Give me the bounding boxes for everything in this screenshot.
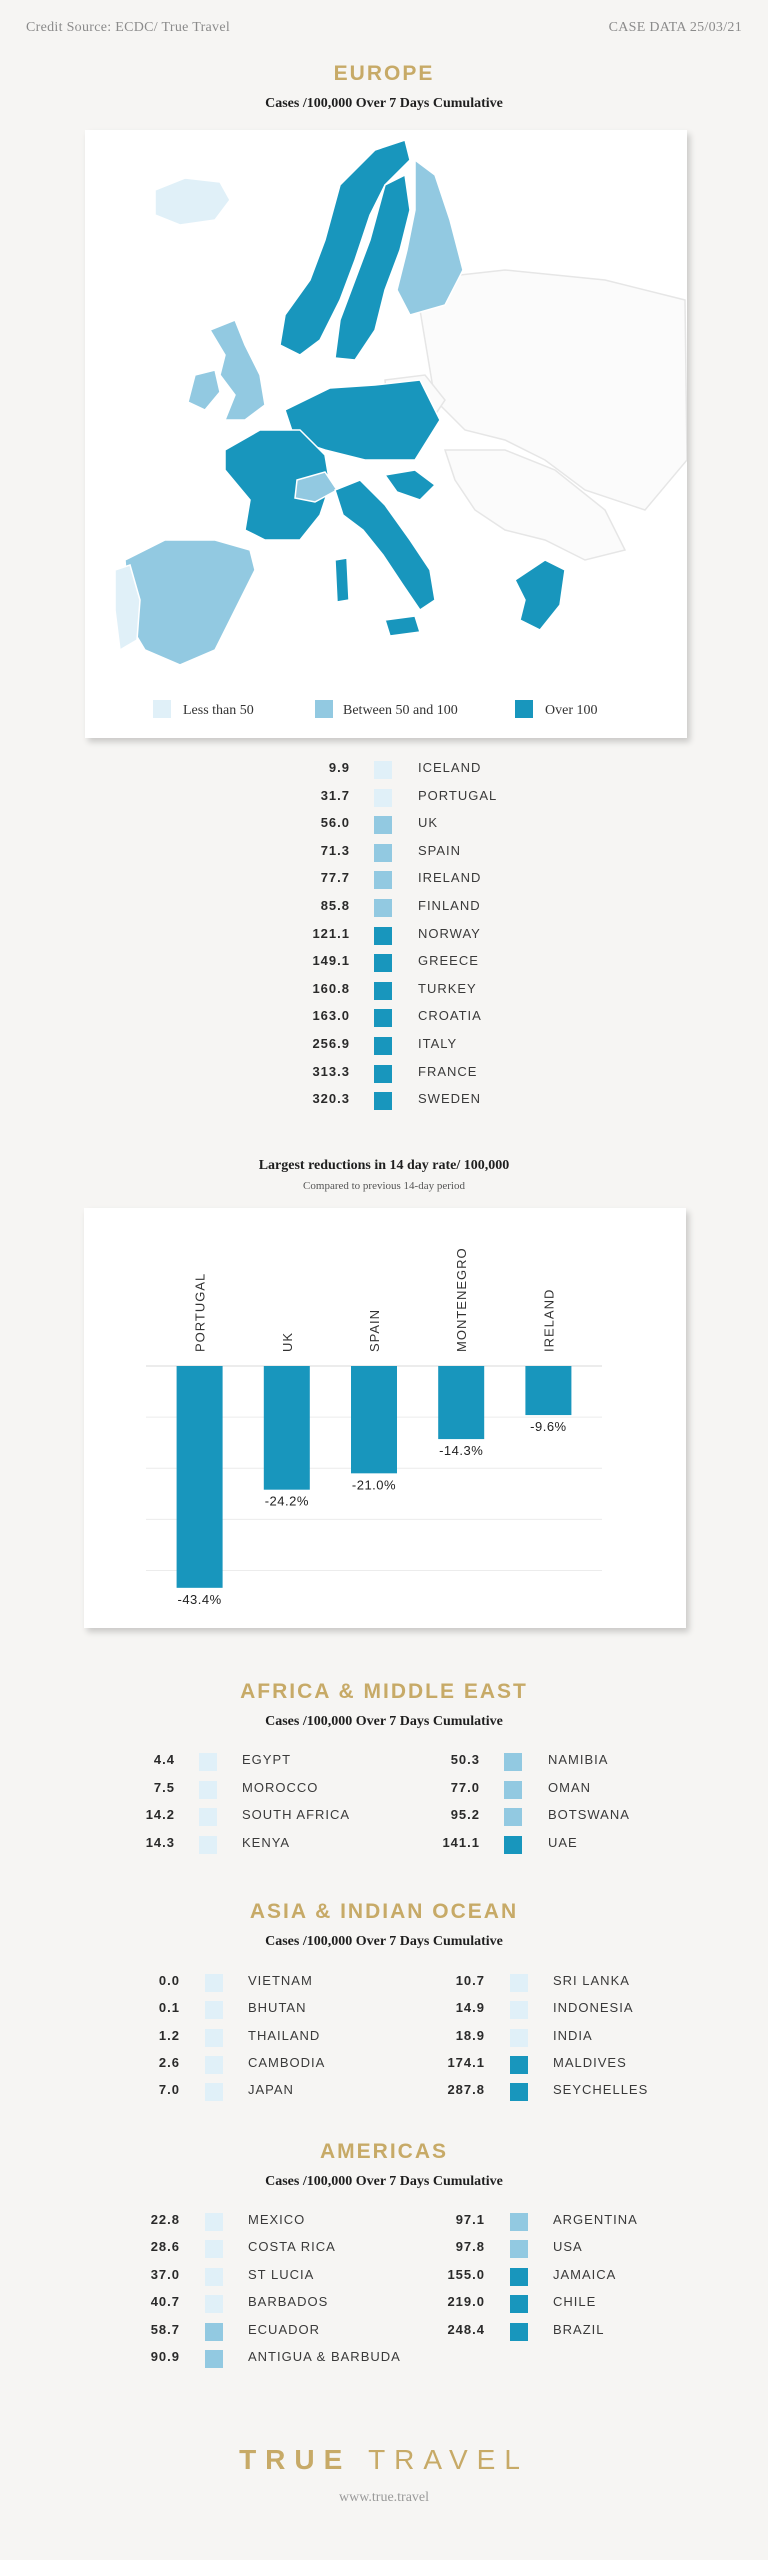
level-swatch — [374, 899, 392, 917]
sardinia-shape — [335, 558, 349, 602]
country-name: UK — [418, 815, 439, 831]
country-name: SRI LANKA — [553, 1973, 630, 1988]
country-row — [0, 953, 768, 975]
level-swatch — [374, 816, 392, 834]
level-swatch — [504, 1753, 522, 1771]
country-value: 163.0 — [312, 1008, 350, 1024]
legend-swatch-mid — [315, 700, 333, 718]
level-swatch — [374, 1065, 392, 1083]
bar-value-label: -9.6% — [530, 1419, 567, 1435]
sicily-shape — [385, 616, 420, 636]
level-swatch — [510, 2240, 528, 2258]
country-row — [0, 788, 768, 810]
americas-subtitle: Cases /100,000 Over 7 Days Cumulative — [265, 2174, 503, 2189]
country-row — [0, 2267, 768, 2289]
country-value: 40.7 — [150, 2294, 180, 2310]
level-swatch — [510, 2083, 528, 2101]
europe-map — [85, 130, 687, 738]
country-value: 174.1 — [447, 2054, 485, 2070]
level-swatch — [510, 2001, 528, 2019]
country-name: MOROCCO — [242, 1779, 319, 1795]
asia-subtitle: Cases /100,000 Over 7 Days Cumulative — [265, 1934, 503, 1949]
country-row — [0, 1036, 768, 1058]
country-row — [0, 2322, 768, 2344]
country-name: ITALY — [418, 1036, 458, 1051]
country-value: 95.2 — [450, 1807, 480, 1822]
country-row — [0, 2055, 768, 2077]
country-value: 77.7 — [320, 870, 350, 886]
country-value: 28.6 — [150, 2239, 180, 2255]
reductions-chart-card — [84, 1208, 686, 1628]
level-swatch — [374, 761, 392, 779]
iceland-shape — [155, 178, 230, 225]
country-name: CHILE — [553, 2294, 597, 2310]
country-name: BHUTAN — [248, 2000, 307, 2016]
level-swatch — [374, 982, 392, 1000]
reductions-subtitle: Compared to previous 14-day period — [303, 1180, 465, 1192]
reductions-title: Largest reductions in 14 day rate/ 100,000 — [258, 1158, 510, 1173]
legend-label-high: Over 100 — [545, 703, 598, 718]
country-value: 7.5 — [153, 1779, 175, 1795]
country-value: 56.0 — [320, 815, 350, 831]
bar-portugal — [177, 1366, 223, 1588]
category-label: IRELAND — [541, 1288, 557, 1352]
country-row — [0, 870, 768, 892]
country-value: 121.1 — [312, 925, 350, 941]
level-swatch — [374, 954, 392, 972]
level-swatch — [510, 1974, 528, 1992]
uk-shape — [210, 320, 265, 420]
country-value: 77.0 — [450, 1779, 480, 1795]
country-row — [0, 1091, 768, 1113]
country-value: 14.2 — [145, 1807, 175, 1822]
country-name: OMAN — [548, 1779, 591, 1795]
map-legend — [153, 700, 598, 718]
country-name: ECUADOR — [248, 2321, 321, 2337]
category-label: PORTUGAL — [192, 1272, 208, 1352]
spain-shape — [125, 540, 255, 665]
country-row — [0, 981, 768, 1003]
country-value: 7.0 — [158, 2082, 180, 2098]
europe-map-card — [85, 130, 687, 738]
level-swatch — [504, 1781, 522, 1799]
country-name: ANTIGUA & BARBUDA — [248, 2349, 401, 2364]
country-name: MALDIVES — [553, 2054, 627, 2070]
country-name: PORTUGAL — [418, 787, 498, 803]
legend-label-low: Less than 50 — [183, 703, 254, 718]
country-name: UAE — [548, 1834, 578, 1850]
level-swatch — [374, 1009, 392, 1027]
africa-title: AFRICA & MIDDLE EAST — [240, 1680, 528, 1703]
credit-source: Credit Source: ECDC/ True Travel — [26, 20, 231, 35]
country-value: 313.3 — [312, 1063, 350, 1079]
country-value: 85.8 — [320, 898, 350, 913]
level-swatch — [510, 2056, 528, 2074]
country-value: 248.4 — [447, 2321, 485, 2337]
country-value: 50.3 — [450, 1752, 480, 1767]
country-name: BRAZIL — [553, 2321, 605, 2337]
bar-montenegro — [438, 1366, 484, 1439]
country-name: ST LUCIA — [248, 2266, 315, 2282]
level-swatch — [504, 1836, 522, 1854]
country-name: JAPAN — [248, 2082, 294, 2098]
country-value: 287.8 — [447, 2082, 485, 2098]
country-row — [0, 926, 768, 948]
country-value: 1.2 — [158, 2027, 180, 2043]
country-name: BARBADOS — [248, 2294, 329, 2310]
country-row — [0, 2294, 768, 2316]
country-row — [0, 1807, 768, 1829]
country-row — [0, 2028, 768, 2050]
country-name: INDONESIA — [553, 2000, 634, 2016]
country-name: MEXICO — [248, 2212, 306, 2227]
country-name: SWEDEN — [418, 1091, 482, 1107]
country-row — [0, 2349, 768, 2371]
bar-value-label: -43.4% — [177, 1591, 222, 1607]
level-swatch — [374, 871, 392, 889]
country-value: 18.9 — [455, 2027, 485, 2043]
level-swatch — [510, 2268, 528, 2286]
country-row — [0, 898, 768, 920]
level-swatch — [374, 927, 392, 945]
bar-value-label: -24.2% — [264, 1493, 309, 1509]
country-name: INDIA — [553, 2027, 593, 2043]
country-value: 9.9 — [328, 760, 350, 775]
bar-value-label: -21.0% — [351, 1477, 397, 1493]
country-value: 90.9 — [150, 2349, 180, 2364]
country-row — [0, 1835, 768, 1857]
country-row — [0, 1973, 768, 1995]
country-row — [0, 843, 768, 865]
brand-bold: TRUE — [239, 2444, 352, 2475]
country-name: ARGENTINA — [553, 2212, 638, 2227]
footer-url[interactable]: www.true.travel — [338, 2490, 430, 2505]
country-name: IRELAND — [418, 870, 482, 886]
country-name: FRANCE — [418, 1063, 478, 1079]
country-name: CROATIA — [418, 1008, 482, 1024]
country-name: TURKEY — [418, 980, 477, 996]
country-value: 2.6 — [158, 2054, 180, 2070]
country-name: VIETNAM — [248, 1973, 313, 1988]
americas-title: AMERICAS — [319, 2140, 448, 2163]
level-swatch — [374, 1092, 392, 1110]
level-swatch — [205, 2350, 223, 2368]
level-swatch — [374, 1037, 392, 1055]
country-value: 58.7 — [150, 2321, 180, 2337]
country-name: SPAIN — [418, 842, 462, 858]
africa-subtitle: Cases /100,000 Over 7 Days Cumulative — [265, 1714, 503, 1729]
country-name: KENYA — [242, 1834, 291, 1850]
bar-value-label: -14.3% — [439, 1443, 484, 1459]
country-row — [0, 1752, 768, 1774]
country-name: GREECE — [418, 953, 479, 969]
country-value: 4.4 — [153, 1752, 175, 1767]
country-name: EGYPT — [242, 1752, 292, 1767]
ireland-shape — [188, 370, 220, 410]
country-value: 97.8 — [455, 2239, 485, 2255]
level-swatch — [510, 2323, 528, 2341]
country-value: 155.0 — [447, 2266, 485, 2282]
country-row — [0, 1064, 768, 1086]
country-name: SOUTH AFRICA — [242, 1807, 351, 1822]
country-name: FINLAND — [418, 898, 481, 913]
country-value: 256.9 — [312, 1036, 350, 1051]
country-name: NAMIBIA — [548, 1752, 609, 1767]
country-row — [0, 2212, 768, 2234]
level-swatch — [510, 2213, 528, 2231]
croatia-shape — [385, 470, 435, 500]
europe-subtitle: Cases /100,000 Over 7 Days Cumulative — [265, 96, 503, 111]
country-name: USA — [553, 2239, 583, 2255]
country-row — [0, 1780, 768, 1802]
europe-title: EUROPE — [333, 62, 435, 85]
country-row — [0, 2000, 768, 2022]
country-value: 22.8 — [150, 2212, 180, 2227]
level-swatch — [510, 2295, 528, 2313]
case-data-date: CASE DATA 25/03/21 — [608, 20, 742, 35]
country-value: 160.8 — [312, 980, 350, 996]
country-row — [0, 815, 768, 837]
level-swatch — [374, 844, 392, 862]
country-value: 0.0 — [158, 1973, 180, 1988]
legend-swatch-high — [515, 700, 533, 718]
country-value: 219.0 — [447, 2294, 485, 2310]
country-name: SEYCHELLES — [553, 2082, 649, 2098]
country-name: COSTA RICA — [248, 2239, 336, 2255]
category-label: UK — [279, 1331, 295, 1352]
country-value: 320.3 — [312, 1091, 350, 1107]
country-name: JAMAICA — [553, 2266, 617, 2282]
country-row — [0, 1008, 768, 1030]
country-row — [0, 2239, 768, 2261]
country-value: 31.7 — [320, 787, 350, 803]
country-value: 37.0 — [150, 2266, 180, 2282]
level-swatch — [504, 1808, 522, 1826]
country-value: 10.7 — [455, 1973, 485, 1988]
category-label: MONTENEGRO — [454, 1247, 470, 1352]
category-label: SPAIN — [367, 1308, 382, 1352]
brand-logo — [0, 2444, 768, 2476]
country-value: 141.1 — [442, 1834, 480, 1850]
reductions-bar-chart — [84, 1208, 686, 1628]
country-value: 14.3 — [145, 1834, 175, 1850]
country-row — [0, 2082, 768, 2104]
country-name: BOTSWANA — [548, 1807, 630, 1822]
country-name: NORWAY — [418, 925, 481, 941]
country-value: 149.1 — [312, 953, 350, 969]
country-name: THAILAND — [248, 2027, 321, 2043]
country-value: 71.3 — [320, 842, 350, 858]
brand-light: TRAVEL — [368, 2444, 529, 2475]
greece-shape — [515, 560, 565, 630]
country-name: ICELAND — [418, 760, 482, 775]
country-value: 14.9 — [455, 2000, 485, 2016]
country-value: 97.1 — [455, 2212, 485, 2227]
bar-spain — [351, 1366, 397, 1473]
level-swatch — [510, 2029, 528, 2047]
country-row — [0, 760, 768, 782]
bar-uk — [264, 1366, 310, 1490]
asia-title: ASIA & INDIAN OCEAN — [249, 1900, 519, 1923]
bar-ireland — [525, 1366, 571, 1415]
level-swatch — [374, 789, 392, 807]
country-name: CAMBODIA — [248, 2054, 326, 2070]
country-value: 0.1 — [158, 2000, 180, 2016]
legend-swatch-low — [153, 700, 171, 718]
legend-label-mid: Between 50 and 100 — [343, 703, 458, 718]
